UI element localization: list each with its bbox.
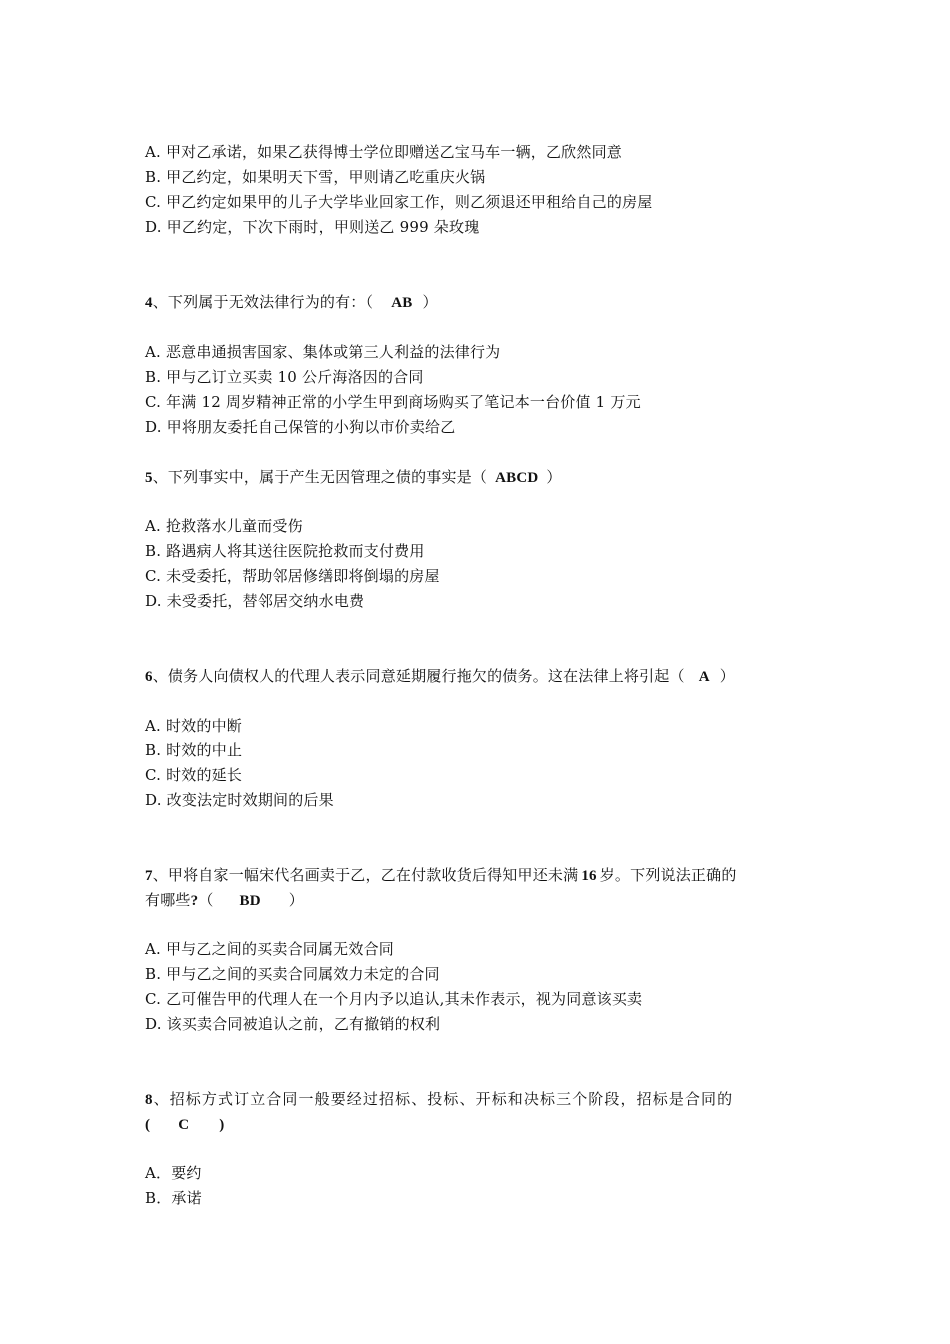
q7-text-part1: 、甲将自家一幅宋代名画卖于乙，乙在付款收货后得知甲还未满 — [152, 866, 579, 884]
q7-option-a: A. 甲与乙之间的买卖合同属无效合同 — [145, 940, 394, 958]
q7-text-part2: 岁。下列说法正确的 — [599, 866, 737, 884]
q6-answer: A — [698, 669, 710, 685]
q4-answer: AB — [391, 295, 413, 311]
q8-question-line2 — [145, 1114, 224, 1135]
q7-answer: BD — [239, 893, 261, 909]
q7-option-c: C. 乙可催告甲的代理人在一个月内予以追认,其未作表示，视为同意该买卖 — [145, 990, 643, 1008]
q8-option-a: A．要约 — [145, 1164, 202, 1182]
q7-text-part3: 有哪些 — [145, 891, 191, 909]
q4-option-c: C. 年满 12 周岁精神正常的小学生甲到商场购买了笔记本一台价值 1 万元 — [145, 393, 641, 411]
q5-number: 5 — [145, 470, 153, 486]
q3-option-d: D. 甲乙约定，下次下雨时，甲则送乙 999 朵玫瑰 — [145, 218, 480, 236]
q6-option-c: C. 时效的延长 — [145, 766, 243, 784]
q4-close: ） — [422, 293, 438, 311]
q6-option-b: B. 时效的中止 — [145, 741, 243, 759]
q4-option-d: D. 甲将朋友委托自己保管的小狗以市价卖给乙 — [145, 418, 456, 436]
q6-question — [145, 666, 735, 687]
q4-number: 4 — [145, 295, 153, 311]
q5-answer: ABCD — [495, 470, 539, 486]
q6-text: 、债务人向债权人的代理人表示同意延期履行拖欠的债务。这在法律上将引起（ — [152, 667, 685, 685]
q3-option-c: C. 甲乙约定如果甲的儿子大学毕业回家工作，则乙须退还甲租给自己的房屋 — [145, 193, 653, 211]
q7-age: 16 — [581, 868, 597, 884]
q5-option-a: A. 抢救落水儿童而受伤 — [145, 517, 303, 535]
q8-number: 8 — [145, 1092, 154, 1108]
q7-close: ） — [288, 891, 304, 909]
q6-option-d: D. 改变法定时效期间的后果 — [145, 791, 334, 809]
q4-option-a: A. 恶意串通损害国家、集体或第三人利益的法律行为 — [145, 343, 501, 361]
q5-option-d: D. 未受委托，替邻居交纳水电费 — [145, 592, 365, 610]
q7-option-b: B. 甲与乙之间的买卖合同属效力未定的合同 — [145, 965, 440, 983]
q5-text: 、下列事实中，属于产生无因管理之债的事实是（ — [152, 468, 488, 486]
q6-close: ） — [719, 667, 735, 685]
q4-option-b: B. 甲与乙订立买卖 10 公斤海洛因的合同 — [145, 368, 424, 386]
q8-option-b: B．承诺 — [145, 1189, 202, 1207]
q7-option-d: D. 该买卖合同被追认之前，乙有撤销的权利 — [145, 1015, 441, 1033]
q5-option-c: C. 未受委托，帮助邻居修缮即将倒塌的房屋 — [145, 567, 440, 585]
q5-question — [145, 467, 562, 488]
q8-close: ) — [219, 1117, 225, 1133]
q7-question-line2 — [145, 890, 304, 911]
q4-question — [145, 292, 438, 313]
q5-option-b: B. 路遇病人将其送往医院抢救而支付费用 — [145, 542, 425, 560]
q7-question-line1 — [145, 865, 737, 886]
q8-text: 、招标方式订立合同一般要经过招标、投标、开标和决标三个阶段，招标是合同的 — [153, 1090, 734, 1108]
q8-open: ( — [145, 1117, 151, 1133]
q3-option-a: A. 甲对乙承诺，如果乙获得博士学位即赠送乙宝马车一辆，乙欣然同意 — [145, 143, 622, 161]
q3-option-b: B. 甲乙约定，如果明天下雪，甲则请乙吃重庆火锅 — [145, 168, 486, 186]
q7-question-mark: ? — [190, 893, 199, 909]
q7-number: 7 — [145, 868, 153, 884]
q8-answer: C — [178, 1117, 190, 1133]
q7-open: （ — [198, 891, 214, 909]
q6-option-a: A. 时效的中断 — [145, 717, 242, 735]
q4-text: 、下列属于无效法律行为的有：（ — [152, 293, 374, 311]
q6-number: 6 — [145, 669, 153, 685]
q8-question-line1 — [145, 1089, 733, 1110]
q5-close: ） — [546, 468, 562, 486]
